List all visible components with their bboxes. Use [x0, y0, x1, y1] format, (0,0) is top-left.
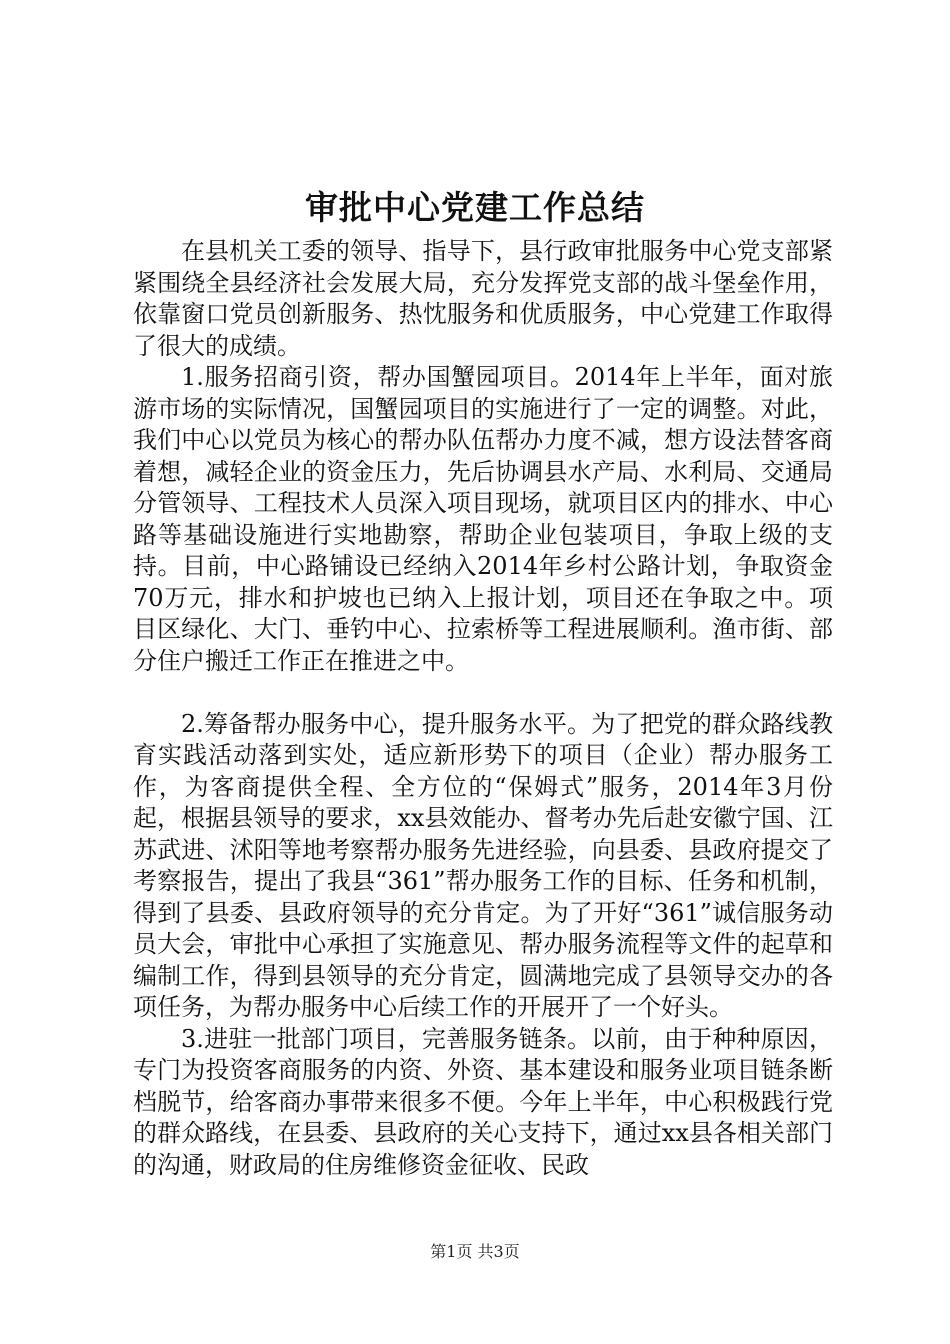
- paragraph-item-2: 2.筹备帮办服务中心，提升服务水平。为了把党的群众路线教育实践活动落到实处，适应新形势下的项目（企业）帮办服务工作，为客商提供全程、全方位的“保姆式”服务，2014年3月份起，根据县领导的要求，xx县效能办、督考办先后赴安徽宁国、江苏武进、沭阳等地考察帮办服务先进经验，向县委、县政府提交了考察报告，提出了我县“361”帮办服务工作的目标、任务和机制，得到了县委、县政府领导的充分肯定。为了开好“361”诚信服务动员大会，审批中心承担了实施意见、帮办服务流程等文件的起草和编制工作，得到县领导的充分肯定，圆满地完成了县领导交办的各项任务，为帮办服务中心后续工作的开展开了一个好头。: [133, 709, 833, 1021]
- page-footer: 第1页 共3页: [430, 1242, 520, 1261]
- paragraph-item-1: 1.服务招商引资，帮办国蟹园项目。2014年上半年，面对旅游市场的实际情况，国蟹园项目的实施进行了一定的调整。对此，我们中心以党员为核心的帮办队伍帮办力度不减，想方设法替客商着想，减轻企业的资金压力，先后协调县水产局、水利局、交通局分管领导、工程技术人员深入项目现场，就项目区内的排水、中心路等基础设施进行实地勘察，帮助企业包装项目，争取上级的支持。目前，中心路铺设已经纳入2014年乡村公路计划，争取资金70万元，排水和护坡也已纳入上报计划，项目还在争取之中。项目区绿化、大门、垂钓中心、拉索桥等工程进展顺利。渔市街、部分住户搬迁工作正在推进之中。: [133, 363, 833, 675]
- document-title: 审批中心党建工作总结: [305, 188, 645, 227]
- paragraph-intro: 在县机关工委的领导、指导下，县行政审批服务中心党支部紧紧围绕全县经济社会发展大局，充分发挥党支部的战斗堡垒作用，依靠窗口党员创新服务、热忱服务和优质服务，中心党建工作取得了很大的成绩。: [133, 237, 833, 360]
- paragraph-item-3: 3.进驻一批部门项目，完善服务链条。以前，由于种种原因，专门为投资客商服务的内资、外资、基本建设和服务业项目链条断档脱节，给客商办事带来很多不便。今年上半年，中心积极践行党的群众路线，在县委、县政府的关心支持下，通过xx县各相关部门的沟通，财政局的住房维修资金征收、民政: [133, 1024, 833, 1179]
- paragraph-spacer: [133, 677, 833, 709]
- document-body: [133, 236, 833, 1181]
